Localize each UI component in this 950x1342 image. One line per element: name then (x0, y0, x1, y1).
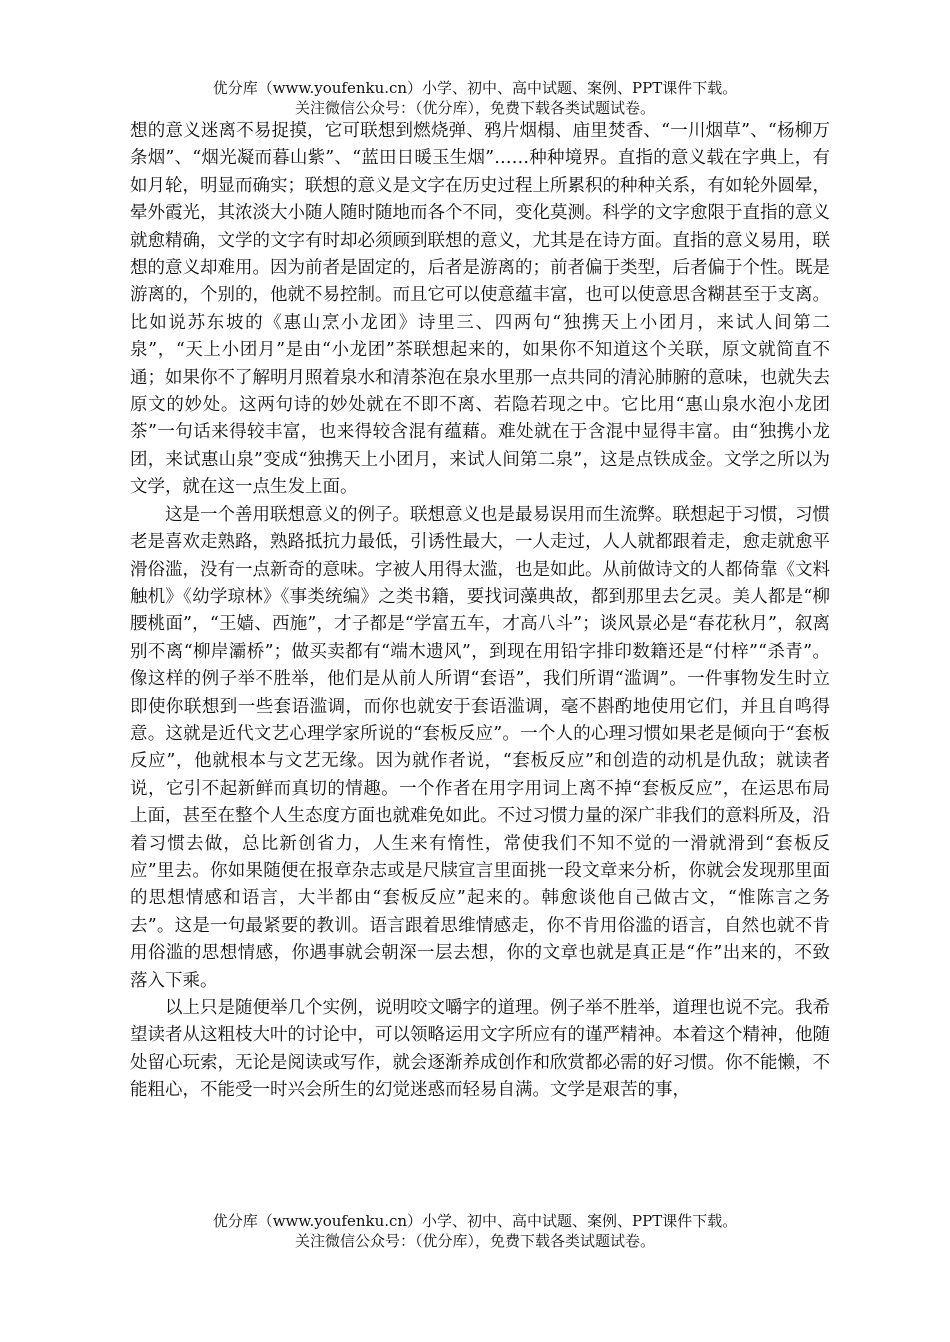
article-body (130, 118, 830, 1105)
page-header (0, 78, 950, 118)
paragraph-continued: 想的意义迷离不易捉摸，它可联想到燃烧弹、鸦片烟榻、庙里焚香、“一川烟草”、“杨柳万条烟”、“烟光凝而暮山紫”、“蓝田日暖玉生烟”……种种境界。直指的意义载在字典上，有如月轮，明显而确实；联想的意义是文字在历史过程上所累积的种种关系，有如轮外圆晕，晕外霞光，其浓淡大小随人随时随地而各个不同，变化莫测。科学的文字愈限于直指的意义就愈精确，文学的文字有时却必须顾到联想的意义，尤其是在诗方面。直指的意义易用，联想的意义却难用。因为前者是固定的，后者是游离的；前者偏于类型，后者偏于个性。既是游离的，个别的，他就不易控制。而且它可以使意蕴丰富，也可以使意思含糊甚至于支离。比如说苏东坡的《惠山烹小龙团》诗里三、四两句“独携天上小团月，来试人间第二泉”，“天上小团月”是由“小龙团”茶联想起来的，如果你不知道这个关联，原文就简直不通；如果你不了解明月照着泉水和清茶泡在泉水里那一点共同的清沁肺腑的意味，也就失去原文的妙处。这两句诗的妙处就在不即不离、若隐若现之中。它比用“惠山泉水泡小龙团茶”一句话来得较丰富，也来得较含混有蕴藉。难处就在于含混中显得丰富。由“独携小龙团，来试惠山泉”变成“独携天上小团月，来试人间第二泉”，这是点铁成金。文学之所以为文学，就在这一点生发上面。 (130, 121, 830, 498)
paragraph: 以上只是随便举几个实例，说明咬文嚼字的道理。例子举不胜举，道理也说不完。我希望读者从这粗枝大叶的讨论中，可以领略运用文字所应有的谨严精神。本着这个精神，他随处留心玩索，无论是阅读或写作，就会逐渐养成创作和欣赏都必需的好习惯。你不能懒，不能粗心，不能受一时兴会所生的幻觉迷惑而轻易自满。文学是艰苦的事， (130, 998, 830, 1101)
paragraph: 这是一个善用联想意义的例子。联想意义也是最易误用而生流弊。联想起于习惯，习惯老是喜欢走熟路，熟路抵抗力最低，引诱性最大，一人走过，人人就都跟着走，愈走就愈平滑俗滥，没有一点新奇的意味。字被人用得太滥，也是如此。从前做诗文的人都倚靠《文料触机》《幼学琼林》《事类统编》之类书籍，要找词藻典故，都到那里去乞灵。美人都是“柳腰桃面”，“王嫱、西施”，才子都是“学富五车，才高八斗”；谈风景必是“春花秋月”，叙离别不离“柳岸灞桥”；做买卖都有“端木遗风”，到现在用铅字排印数籍还是“付梓”“杀青”。像这样的例子举不胜举，他们是从前人所谓“套语”，我们所谓“滥调”。一件事物发生时立即使你联想到一些套语滥调，而你也就安于套语滥调，毫不斟酌地使用它们，并且自鸣得意。这就是近代文艺心理学家所说的“套板反应”。一个人的心理习惯如果老是倾向于“套板反应”，他就根本与文艺无缘。因为就作者说，“套板反应”和创造的动机是仇敌；就读者说，它引不起新鲜而真切的情趣。一个作者在用字用词上离不掉“套板反应”，在运思布局上面，甚至在整个人生态度方面也就难免如此。不过习惯力量的深广非我们的意料所及，沿着习惯去做，总比新创省力，人生来有惰性，常使我们不知不觉的一滑就滑到“套板反应”里去。你如果随便在报章杂志或是尺牍宣言里面挑一段文章来分析，你就会发现那里面的思想情感和语言，大半都由“套板反应”起来的。韩愈谈他自己做古文，“惟陈言之务去”。这是一句最紧要的教训。语言跟着思维情感走，你不肯用俗滥的语言，自然也就不肯用俗滥的思想情感，你遇事就会朝深一层去想，你的文章也就是真正是“作”出来的，不致落入下乘。 (130, 504, 830, 991)
header-line-2: 关注微信公众号：（优分库），免费下载各类试题试卷。 (294, 99, 655, 117)
footer-line-1: 优分库（www.youfenku.cn）小学、初中、高中试题、案例、PPT课件下载。 (212, 1212, 738, 1230)
page-footer (0, 1211, 950, 1251)
header-line-1: 优分库（www.youfenku.cn）小学、初中、高中试题、案例、PPT课件下载。 (212, 79, 738, 97)
footer-line-2: 关注微信公众号：（优分库），免费下载各类试题试卷。 (294, 1232, 655, 1250)
